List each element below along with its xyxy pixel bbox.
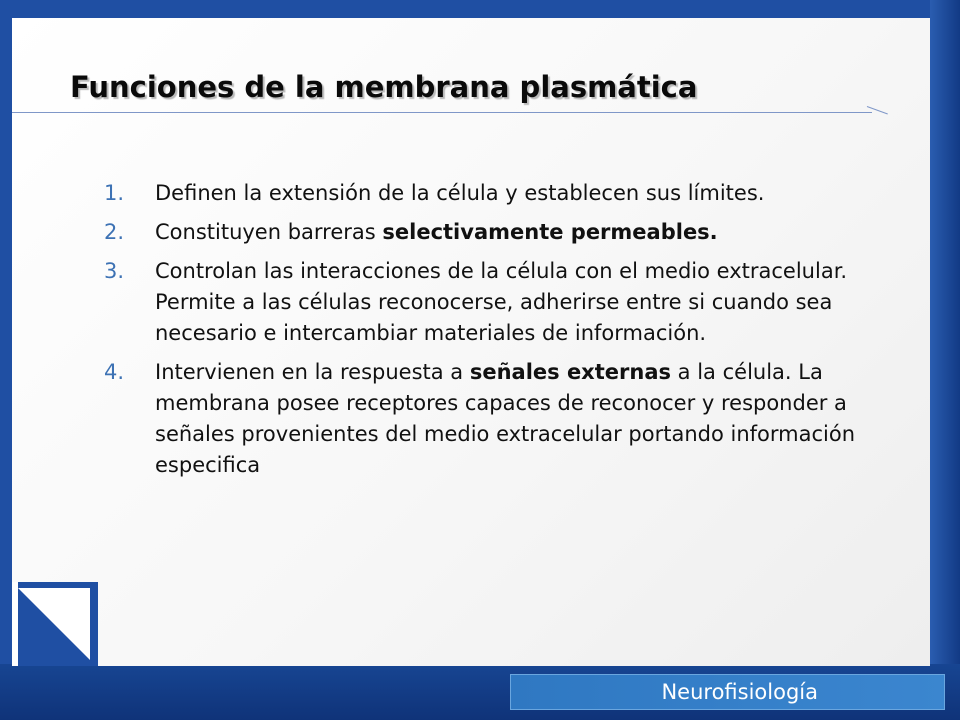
function-list [100,178,920,489]
title-underline-tick [867,106,888,114]
list-number: 3. [104,259,125,283]
list-text: Constituyen barreras [155,220,383,244]
list-item [100,256,920,349]
list-text: Controlan las interacciones de la célula con el medio extracelular. Permite a las células reconocerse, adherirse entre si cuando sea necesario e intercambiar materiales de información. [155,259,848,345]
slide-title: Funciones de la membrana plasmática [70,70,698,104]
slide-frame-right [930,0,960,720]
list-emphasis: selectivamente permeables. [382,220,718,244]
list-item [100,178,920,209]
list-text: a la célula. La membrana posee receptores capaces de reconocer y responder a señales provenientes del medio extracelular portando información especifica [155,360,856,477]
list-emphasis: señales externas [469,360,671,384]
list-text: Intervienen en la respuesta a [155,360,470,384]
title-underline [12,112,872,113]
footer-bar [510,674,945,710]
list-item [100,357,920,481]
slide-panel [12,18,930,666]
list-item [100,217,920,248]
list-text: Definen la extensión de la célula y establecen sus límites. [155,181,765,205]
list-number: 4. [104,360,125,384]
list-number: 2. [104,220,125,244]
corner-decoration [12,582,98,666]
list-number: 1. [104,181,125,205]
footer-label: Neurofisiología [661,680,818,704]
